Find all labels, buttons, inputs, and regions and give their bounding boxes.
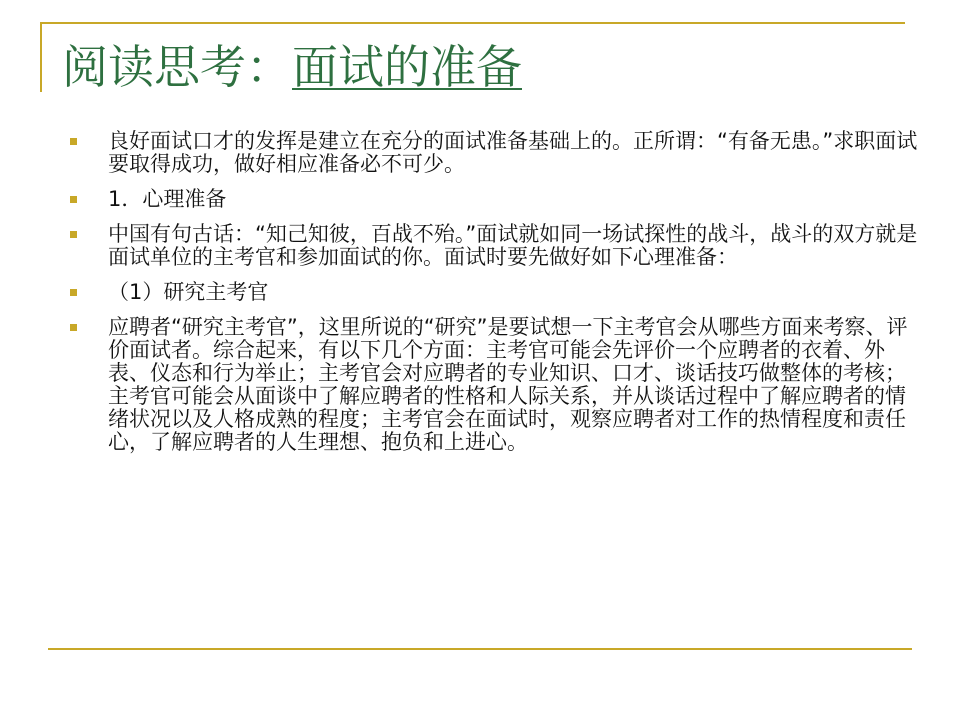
title-prefix: 阅读思考： — [62, 40, 292, 94]
list-item — [70, 188, 920, 211]
list-item — [70, 223, 920, 269]
list-item-text: 应聘者“研究主考官”，这里所说的“研究”是要试想一下主考官会从哪些方面来考察、评价面试者。综合起来，有以下几个方面：主考官可能会先评价一个应聘者的衣着、外表、仪态和行为举止；主考官会对应聘者的专业知识、口才、谈话技巧做整体的考核；主考官可能会从面谈中了解应聘者的性格和人际关系，并从谈话过程中了解应聘者的情绪状况以及人格成熟的程度；主考官会在面试时，观察应聘者对工作的热情程度和责任心，了解应聘者的人生理想、抱负和上进心。 — [108, 315, 908, 454]
square-bullet-icon — [70, 196, 77, 203]
list-item — [70, 316, 920, 454]
list-item — [70, 130, 920, 176]
list-item-text: 1．心理准备 — [108, 187, 227, 211]
slide-title — [62, 32, 522, 102]
list-item-text: 中国有句古话：“知己知彼，百战不殆。”面试就如同一场试探性的战斗，战斗的双方就是面试单位的主考官和参加面试的你。面试时要先做好如下心理准备： — [108, 222, 918, 269]
square-bullet-icon — [70, 324, 77, 331]
square-bullet-icon — [70, 231, 77, 238]
bullet-list — [70, 130, 920, 466]
square-bullet-icon — [70, 138, 77, 145]
square-bullet-icon — [70, 289, 77, 296]
bottom-divider — [48, 648, 912, 650]
title-link[interactable]: 面试的准备 — [292, 40, 522, 94]
list-item-text: 良好面试口才的发挥是建立在充分的面试准备基础上的。正所谓：“有备无患。”求职面试要取得成功，做好相应准备必不可少。 — [108, 129, 918, 176]
left-divider — [40, 22, 42, 92]
list-item-text: （1）研究主考官 — [108, 280, 269, 304]
list-item — [70, 281, 920, 304]
top-divider — [40, 22, 905, 24]
